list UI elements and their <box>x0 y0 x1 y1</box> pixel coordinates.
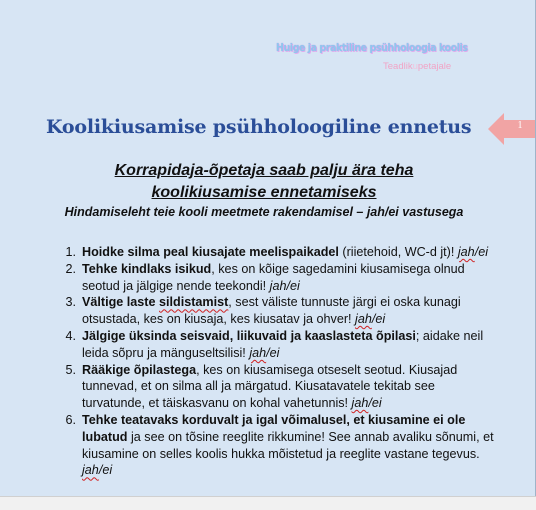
item-bold: Hoidke silma peal kiusajate meelispaikadel <box>82 245 339 259</box>
answer-yes[interactable]: jah <box>269 278 287 293</box>
item-bold-a: Vältige laste <box>82 295 159 310</box>
list-item <box>65 412 498 479</box>
answer-yes[interactable]: jah <box>351 396 369 411</box>
item-number: 4. <box>65 328 76 343</box>
answer-separator: / <box>98 463 103 478</box>
item-number: 3. <box>65 295 76 310</box>
logo: Huige ja praktiline psühholoogia koolis <box>276 41 468 54</box>
logo-subtitle <box>383 61 451 72</box>
document-heading <box>40 160 488 221</box>
answer-no[interactable]: ei <box>375 312 386 327</box>
list-item <box>65 362 498 412</box>
item-bold: Rääkige õpilastega <box>82 362 197 377</box>
heading-line-1: Korrapidaja-õpetaja saab palju ära teha <box>114 162 414 179</box>
list-item <box>65 328 498 362</box>
logo-subtitle-b: u <box>412 61 418 72</box>
item-bold: Jälgige üksinda seisvaid, liikuvaid ja kaaslasteta õpilasi <box>82 328 416 343</box>
heading-line-2: koolikiusamise ennetamiseks <box>151 184 377 201</box>
answer-no[interactable]: ei <box>478 245 488 259</box>
item-text: , sest väliste tunnuste järgi ei oska kunagi otsustada, kes on kiusaja, kes kiusatav ja ohver! <box>82 295 461 327</box>
item-number: 2. <box>65 261 76 276</box>
answer-yes[interactable]: jah <box>82 463 99 478</box>
page-number: 1 <box>517 120 523 131</box>
answer-yes[interactable]: jah <box>457 245 475 259</box>
list-item <box>65 294 498 328</box>
list-item <box>65 261 498 295</box>
item-text: , kes on kõige sagedamini kiusamisega olnud seotud ja jälgige nende teekondi! <box>82 261 465 293</box>
item-number: 1. <box>65 245 76 259</box>
answer-separator: / <box>371 312 376 327</box>
item-bold: Tehke teatavaks korduvalt ja igal võimalusel, et kiusamine ei ole lubatud <box>82 412 466 444</box>
item-text: (riietehoid, WC-d jt)! <box>338 245 458 259</box>
answer-no[interactable]: ei <box>371 396 382 411</box>
answer-separator: / <box>286 278 290 293</box>
answer-separator: / <box>474 245 479 259</box>
subheading: Hindamiseleht teie kooli meetmete rakendamisel – jah/ei vastusega <box>64 205 464 219</box>
answer-no[interactable]: ei <box>269 345 280 360</box>
item-bold: Tehke kindlaks isikud <box>82 261 212 276</box>
item-bold <box>82 295 228 309</box>
logo-subtitle-c: petajale <box>417 61 452 72</box>
item-text: , kes on kiusamisega otseselt seotud. Kiusajad tunnevad, et on silma all ja märgatud. Kiusatavatele tekitab see turvatunde, et täiskasvanu on kohal vahetunnis! <box>82 362 458 411</box>
logo-subtitle-a: Teadlik <box>383 61 413 72</box>
item-text: ; aidake neil leida sõpru ja mänguseltsilisi! <box>82 328 484 360</box>
answer-yes[interactable]: jah <box>355 312 372 327</box>
answer-separator: / <box>368 396 372 411</box>
answer-no[interactable]: ei <box>289 278 300 293</box>
status-strip <box>0 496 536 510</box>
answer-no[interactable]: ei <box>102 463 113 478</box>
answer-separator: / <box>266 345 270 360</box>
measures-list <box>58 244 498 479</box>
slide-title: Koolikiusamise psühholoogiline ennetus <box>46 116 472 138</box>
item-number: 6. <box>65 412 76 427</box>
list-item <box>65 244 498 261</box>
item-text: ja see on tõsine reeglite rikkumine! See annab avaliku sõnumi, et kiusamine on selles koolis hukka mõistetud ja reeglite vastane tegevus. <box>82 429 494 461</box>
item-bold-b: sildistamist <box>159 295 229 310</box>
item-number: 5. <box>65 362 76 377</box>
answer-yes[interactable]: jah <box>249 345 267 360</box>
